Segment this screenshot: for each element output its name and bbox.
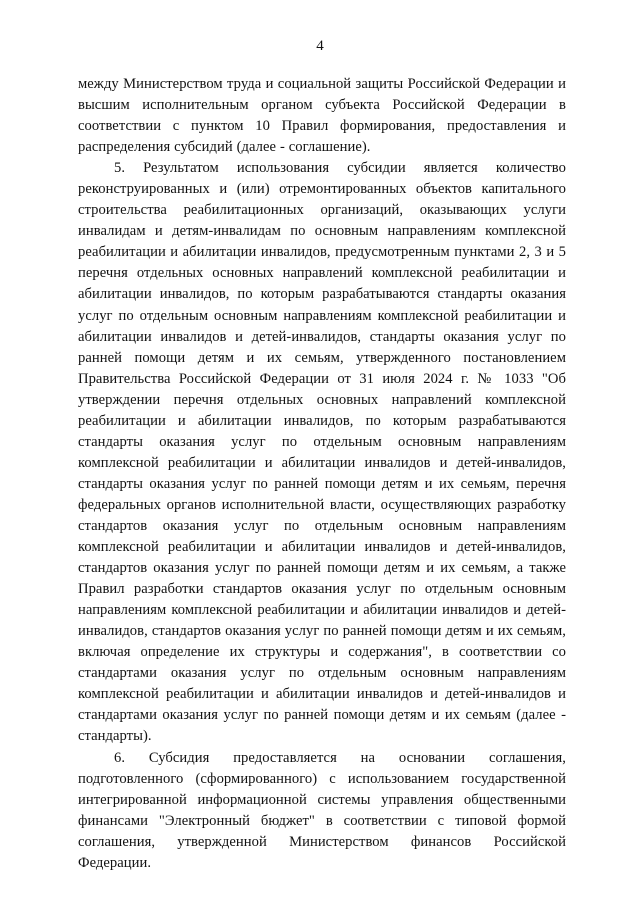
page-number: 4 [316, 38, 324, 54]
document-body [78, 74, 566, 874]
paragraph-continuation: между Министерством труда и социальной защиты Российской Федерации и высшим исполнительным органом субъекта Российской Федерации в соответствии с пунктом 10 Правил формирования, предоставления и распределения субсидий (далее - соглашение). [78, 76, 566, 156]
paragraph-item-6: 6. Субсидия предоставляется на основании соглашения, подготовленного (сформированного) с использованием государственной интегрированной информационной системы управления общественными финансами "Электронный бюджет" в соответствии с типовой формой соглашения, утвержденной Министерством финансов Российской Федерации. [78, 749, 566, 871]
paragraph-item-5: 5. Результатом использования субсидии является количество реконструированных и (или) отремонтированных объектов капитального строительства реабилитационных организаций, оказывающих услуги инвалидам и детям-инвалидам по основным направлениям комплексной реабилитации и абилитации инвалидов, предусмотренным пунктами 2, 3 и 5 перечня отдельных основных направлений комплексной реабилитации и абилитации инвалидов, по которым разрабатываются стандарты оказания услуг по отдельным основным направлениям комплексной реабилитации и абилитации инвалидов и детей-инвалидов, стандарты оказания услуг по ранней помощи детям и их семьям, утвержденного постановлением Правительства Российской Федерации от 31 июля 2024 г. № 1033 "Об утверждении перечня отдельных основных направлений комплексной реабилитации и абилитации инвалидов, по которым разрабатываются стандарты оказания услуг по отдельным основным направлениям комплексной реабилитации и абилитации инвалидов и детей-инвалидов, стандарты оказания услуг по ранней помощи детям и их семьям, перечня федеральных органов исполнительной власти, осуществляющих разработку стандартов оказания услуг по отдельным основным направлениям комплексной реабилитации и абилитации инвалидов и детей-инвалидов, стандартов оказания услуг по ранней помощи детям и их семьям, а также Правил разработки стандартов оказания услуг по отдельным основным направлениям комплексной реабилитации и абилитации инвалидов и детей-инвалидов, стандартов оказания услуг по ранней помощи детям и их семьям, включая определение их структуры и содержания", в соответствии со стандартами оказания услуг по отдельным основным направлениям комплексной реабилитации и абилитации инвалидов и детей-инвалидов и стандартами оказания услуг по ранней помощи детям и их семьям (далее - стандарты). [78, 160, 566, 745]
